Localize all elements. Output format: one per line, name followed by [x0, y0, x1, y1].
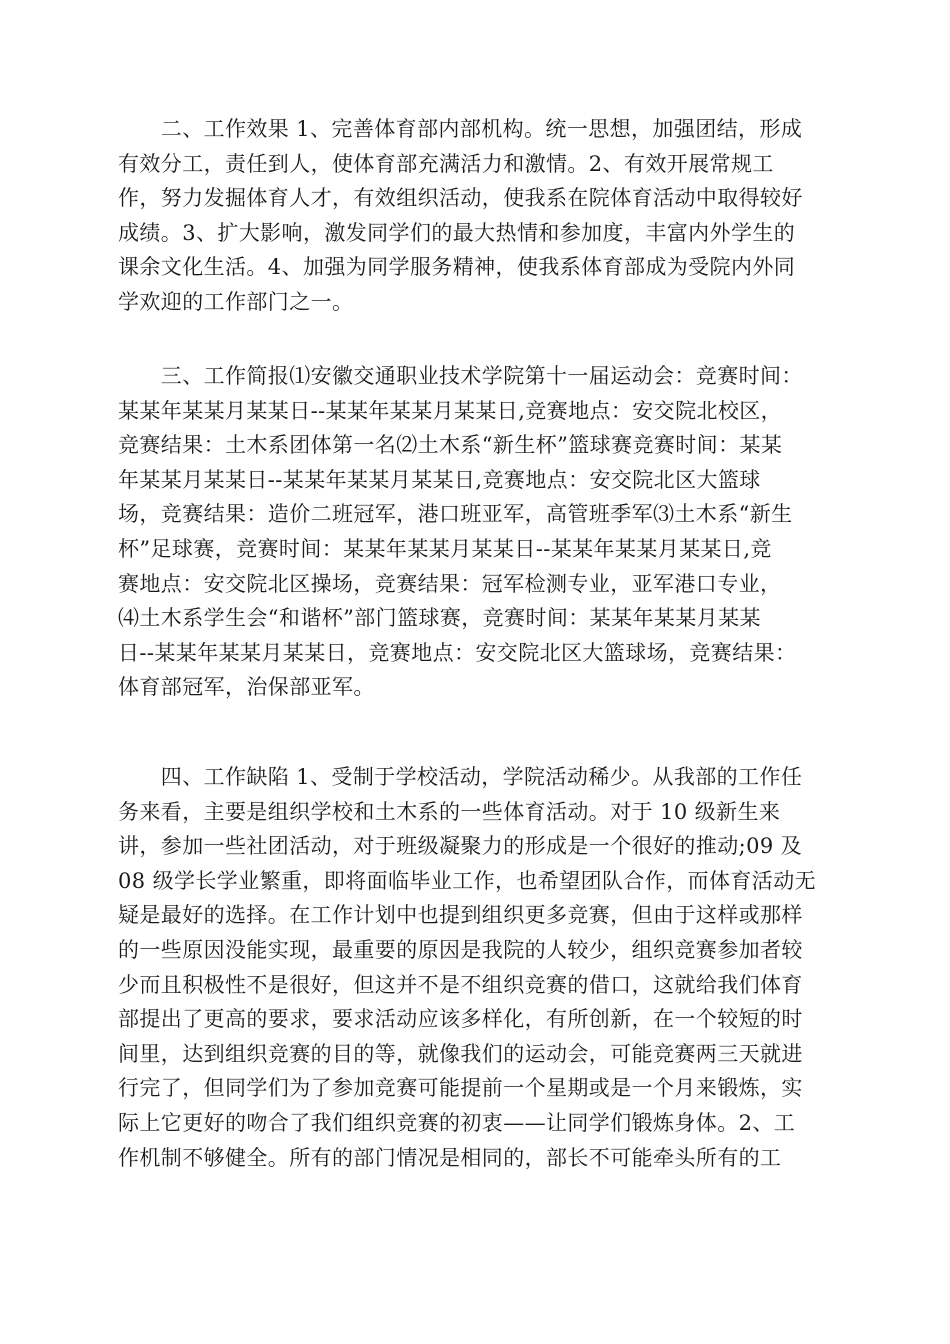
text-line: 间里，达到组织竞赛的目的等，就像我们的运动会，可能竞赛两三天就进: [118, 1041, 803, 1066]
text-line: 某某年某某月某某日--某某年某某月某某日,竞赛地点：安交院北校区，: [118, 398, 783, 423]
text-line: 场，竞赛结果：造价二班冠军，港口班亚军，高管班季军⑶土木系“新生: [118, 502, 793, 527]
text-line: 成绩。3、扩大影响，激发同学们的最大热情和参加度，丰富内外学生的: [118, 220, 796, 245]
text-line: 作，努力发掘体育人才，有效组织活动，使我系在院体育活动中取得较好: [118, 186, 803, 211]
text-line: 杯”足球赛，竞赛时间：某某年某某月某某日--某某年某某月某某日,竞: [118, 536, 772, 561]
text-line: 的一些原因没能实现，最重要的原因是我院的人较少，组织竞赛参加者较: [118, 937, 803, 962]
text-line: 二、工作效果 1、完善体育部内部机构。统一思想，加强团结，形成: [118, 117, 803, 141]
text-line: 08 级学长学业繁重，即将面临毕业工作，也希望团队合作，而体育活动无: [118, 868, 816, 893]
text-line: 疑是最好的选择。在工作计划中也提到组织更多竞赛，但由于这样或那样: [118, 903, 803, 928]
text-line: 学欢迎的工作部门之一。: [118, 289, 354, 314]
text-line: 竞赛结果：土木系团体第一名⑵土木系“新生杯”篮球赛竞赛时间：某某: [118, 433, 783, 458]
paragraph-work-shortcomings: [118, 760, 838, 1175]
text-line: 行完了，但同学们为了参加竞赛可能提前一个星期或是一个月来锻炼，实: [118, 1076, 803, 1101]
text-line: 课余文化生活。4、加强为同学服务精神，使我系体育部成为受院内外同: [118, 255, 796, 280]
text-line: 务来看，主要是组织学校和土木系的一些体育活动。对于 10 级新生来: [118, 799, 781, 824]
text-line: 赛地点：安交院北区操场，竞赛结果：冠军检测专业，亚军港口专业，: [118, 571, 782, 596]
text-line: 有效分工，责任到人，使体育部充满活力和激情。2、有效开展常规工: [118, 151, 774, 176]
text-line: ⑷土木系学生会“和谐杯”部门篮球赛，竞赛时间：某某年某某月某某: [118, 606, 761, 631]
text-line: 际上它更好的吻合了我们组织竞赛的初衷——让同学们锻炼身体。2、工: [118, 1110, 796, 1135]
text-line: 年某某月某某日--某某年某某月某某日,竞赛地点：安交院北区大篮球: [118, 467, 761, 492]
text-line: 部提出了更高的要求，要求活动应该多样化，有所创新，在一个较短的时: [118, 1007, 803, 1032]
text-line: 四、工作缺陷 1、受制于学校活动，学院活动稀少。从我部的工作任: [118, 765, 803, 789]
paragraph-work-results: [118, 112, 838, 320]
paragraph-work-briefing: [118, 359, 838, 705]
text-line: 作机制不够健全。所有的部门情况是相同的，部长不可能牵头所有的工: [118, 1145, 782, 1170]
text-line: 讲，参加一些社团活动，对于班级凝聚力的形成是一个很好的推动;09 及: [118, 834, 803, 859]
text-line: 三、工作简报⑴安徽交通职业技术学院第十一届运动会：竞赛时间：: [118, 364, 803, 388]
text-line: 日--某某年某某月某某日，竞赛地点：安交院北区大篮球场，竞赛结果：: [118, 640, 797, 665]
text-line: 体育部冠军，治保部亚军。: [118, 675, 375, 700]
text-line: 少而且积极性不是很好，但这并不是不组织竞赛的借口，这就给我们体育: [118, 972, 803, 997]
